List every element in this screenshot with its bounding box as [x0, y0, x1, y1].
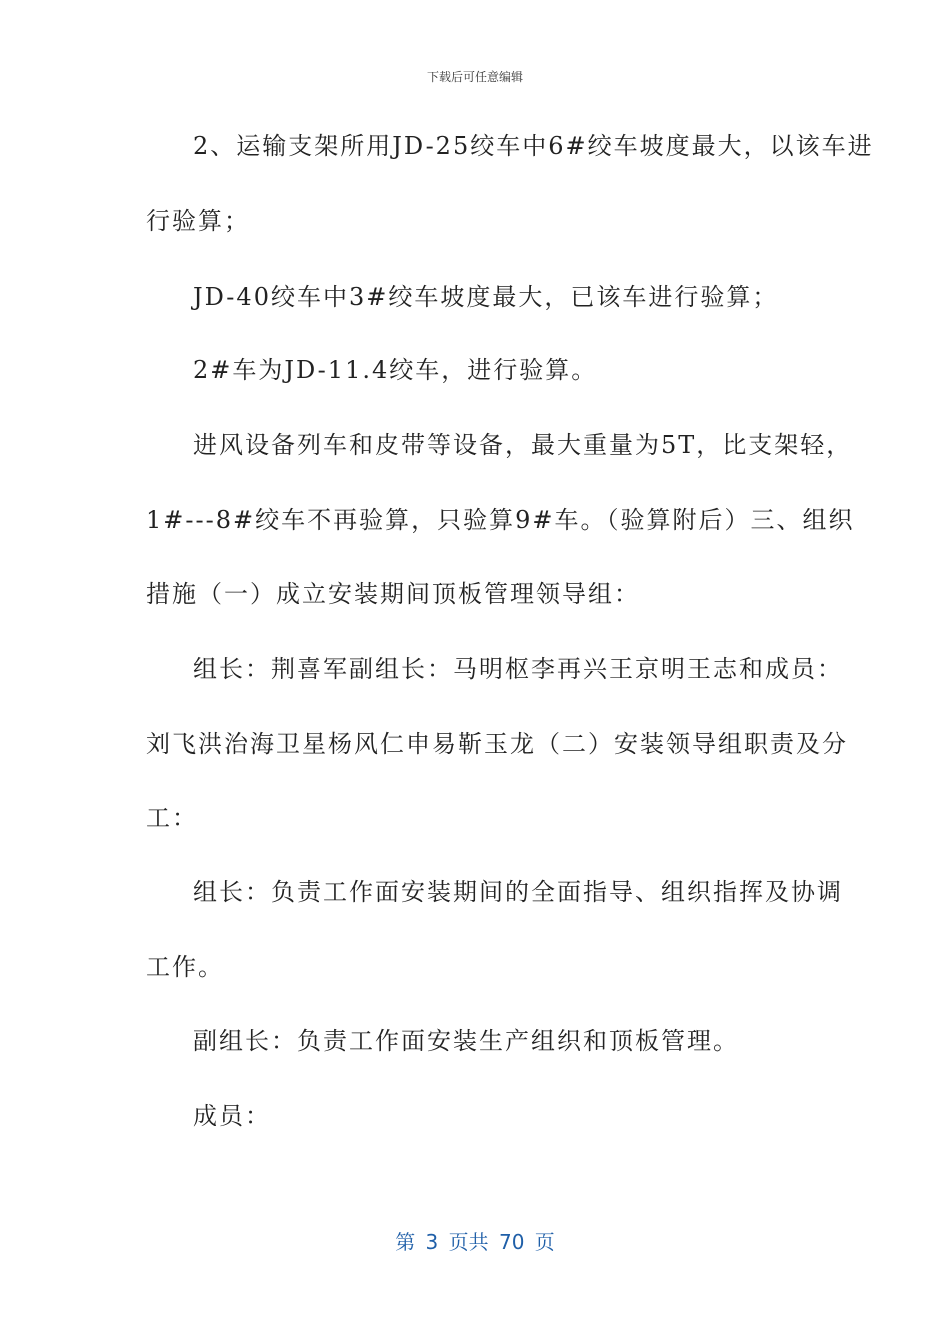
page-footer: 第 3 页共 70 页: [395, 1230, 555, 1254]
text-line: 副组长：负责工作面安装生产组织和顶板管理。: [193, 1027, 739, 1055]
text-line: 1#---8#绞车不再验算，只验算9#车。（验算附后）三、组织: [146, 506, 855, 534]
text-line: 2、运输支架所用JD-25绞车中6#绞车坡度最大，以该车进: [193, 132, 874, 160]
text-line: 工作。: [146, 953, 224, 981]
text-line: 行验算；: [146, 207, 250, 235]
text-line: 成员：: [193, 1102, 271, 1130]
text-line: 刘飞洪治海卫星杨风仁申易靳玉龙（二）安装领导组职责及分: [146, 730, 848, 758]
page-header: 下载后可任意编辑: [426, 70, 523, 84]
text-line: 工：: [146, 804, 198, 832]
text-line: 2#车为JD-11.4绞车，进行验算。: [193, 356, 598, 384]
text-line: 组长：负责工作面安装期间的全面指导、组织指挥及协调: [193, 878, 843, 906]
text-line: 组长：荆喜军副组长：马明枢李再兴王京明王志和成员：: [193, 655, 843, 683]
text-line: 进风设备列车和皮带等设备，最大重量为5T，比支架轻，: [193, 431, 853, 459]
text-line: 措施（一）成立安装期间顶板管理领导组：: [146, 580, 640, 608]
text-line: JD-40绞车中3#绞车坡度最大，已该车进行验算；: [193, 283, 779, 311]
